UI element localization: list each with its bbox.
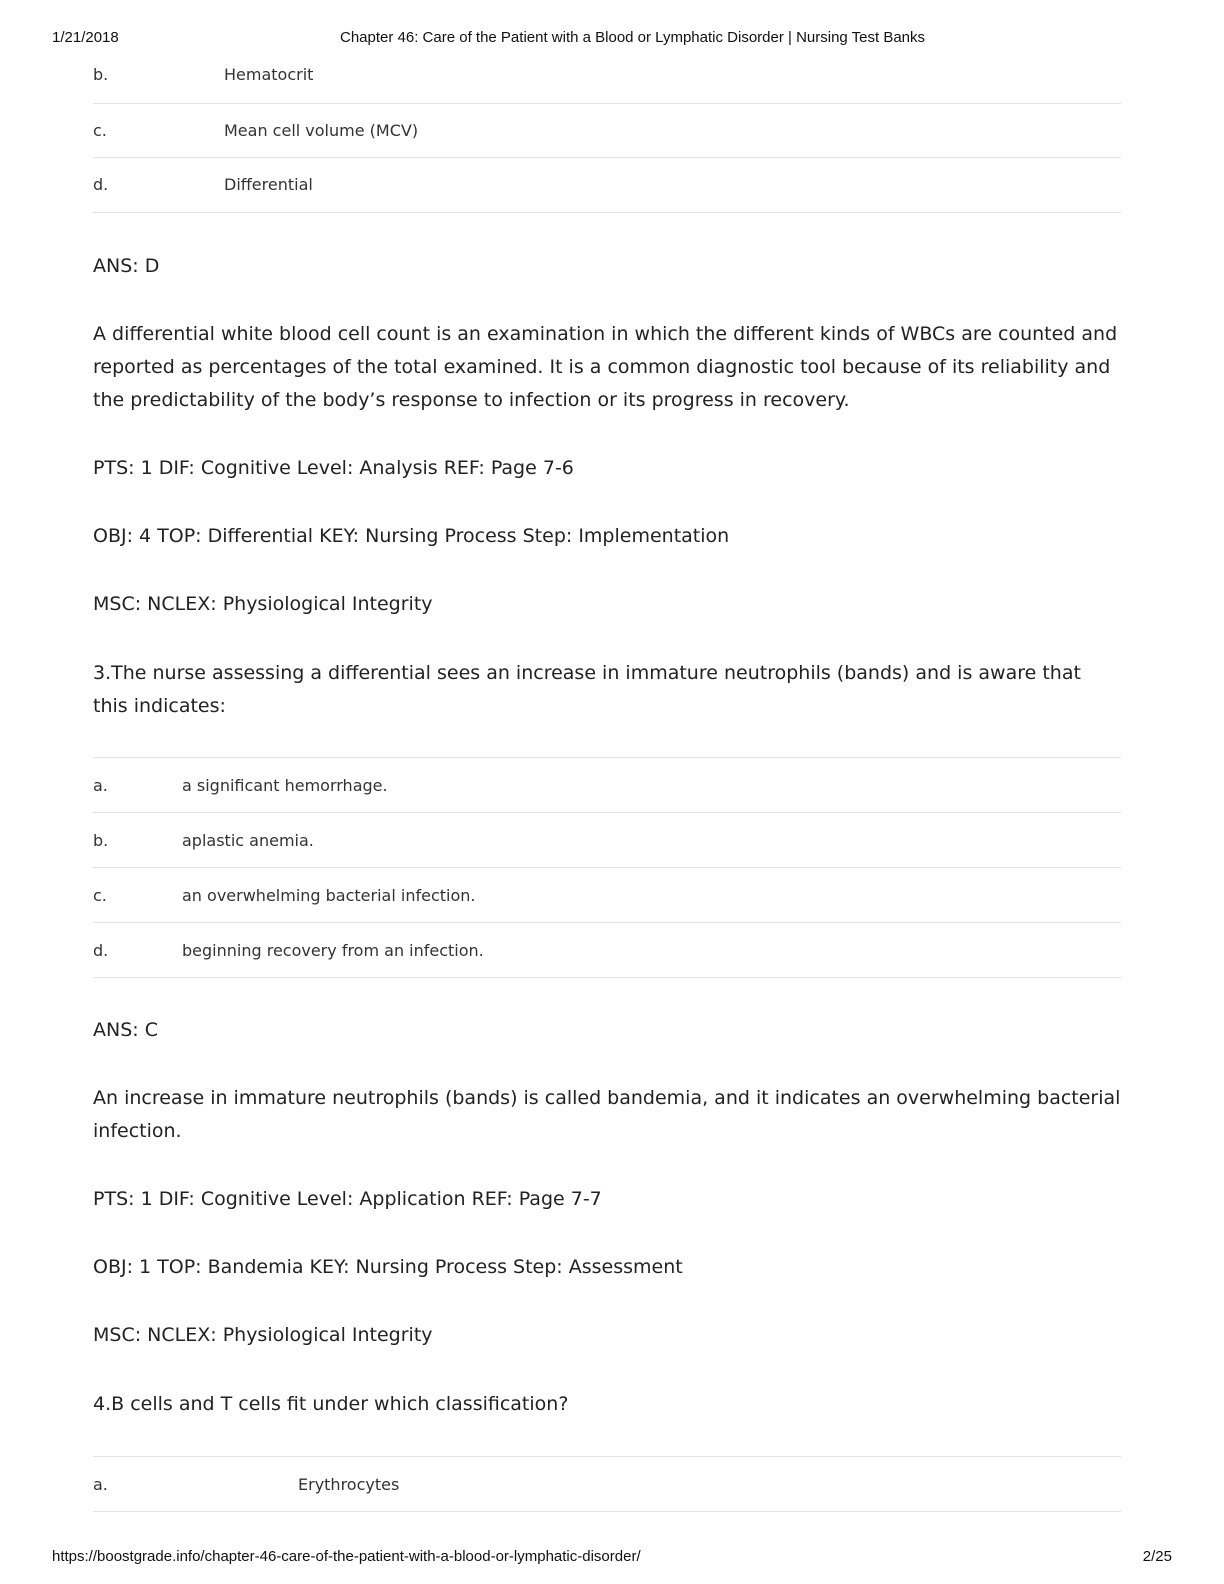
option-text: Mean cell volume (MCV) — [224, 103, 1121, 157]
q2-answer: ANS: D — [93, 255, 160, 277]
option-letter: d. — [93, 923, 182, 978]
print-date: 1/21/2018 — [52, 29, 119, 46]
q2-obj: OBJ: 4 TOP: Differential KEY: Nursing Process Step: Implementation — [93, 525, 730, 547]
q4-options-table — [93, 1456, 1121, 1512]
q3-question: 3.The nurse assessing a differential sees an increase in immature neutrophils (bands) and is aware that this indicates: — [93, 662, 1081, 717]
option-row — [93, 923, 1121, 978]
option-letter: b. — [93, 813, 182, 868]
option-row — [93, 758, 1121, 813]
q3-msc: MSC: NCLEX: Physiological Integrity — [93, 1324, 433, 1346]
q3-obj: OBJ: 1 TOP: Bandemia KEY: Nursing Process Step: Assessment — [93, 1256, 683, 1278]
option-text: a significant hemorrhage. — [182, 758, 1121, 813]
q2-pts: PTS: 1 DIF: Cognitive Level: Analysis REF: Page 7-6 — [93, 457, 574, 479]
q2-msc: MSC: NCLEX: Physiological Integrity — [93, 593, 433, 615]
option-text: Hematocrit — [224, 47, 1121, 103]
q4-question: 4.B cells and T cells fit under which classification? — [93, 1393, 569, 1415]
option-row — [93, 47, 1121, 103]
option-text: Erythrocytes — [298, 1457, 1121, 1512]
page-number: 2/25 — [1142, 1548, 1172, 1565]
print-footer — [0, 1548, 1224, 1568]
option-letter: a. — [93, 1457, 298, 1512]
option-row — [93, 103, 1121, 157]
q2-options-table — [93, 47, 1121, 213]
option-letter: d. — [93, 157, 224, 212]
option-letter: b. — [93, 47, 224, 103]
q3-rationale: An increase in immature neutrophils (bands) is called bandemia, and it indicates an overwhelming bacterial infection. — [93, 1087, 1121, 1142]
q3-answer: ANS: C — [93, 1019, 158, 1041]
q3-options-table — [93, 757, 1121, 978]
option-letter: a. — [93, 758, 182, 813]
print-page-title: Chapter 46: Care of the Patient with a Blood or Lymphatic Disorder | Nursing Test Banks — [340, 29, 926, 46]
option-text: beginning recovery from an infection. — [182, 923, 1121, 978]
option-text: an overwhelming bacterial infection. — [182, 868, 1121, 923]
q3-pts: PTS: 1 DIF: Cognitive Level: Application REF: Page 7-7 — [93, 1188, 602, 1210]
option-row — [93, 868, 1121, 923]
option-row — [93, 1457, 1121, 1512]
option-row — [93, 157, 1121, 212]
option-text: aplastic anemia. — [182, 813, 1121, 868]
page-url: https://boostgrade.info/chapter-46-care-of-the-patient-with-a-blood-or-lymphatic-disorder/ — [52, 1548, 641, 1565]
option-row — [93, 813, 1121, 868]
print-header — [0, 29, 1224, 49]
option-text: Differential — [224, 157, 1121, 212]
option-letter: c. — [93, 868, 182, 923]
option-letter: c. — [93, 103, 224, 157]
q2-rationale: A differential white blood cell count is an examination in which the different kinds of WBCs are counted and reported as percentages of the total examined. It is a common diagnostic tool because of its reliability and the predictability of the body’s response to infection or its progress in recovery. — [93, 323, 1118, 411]
